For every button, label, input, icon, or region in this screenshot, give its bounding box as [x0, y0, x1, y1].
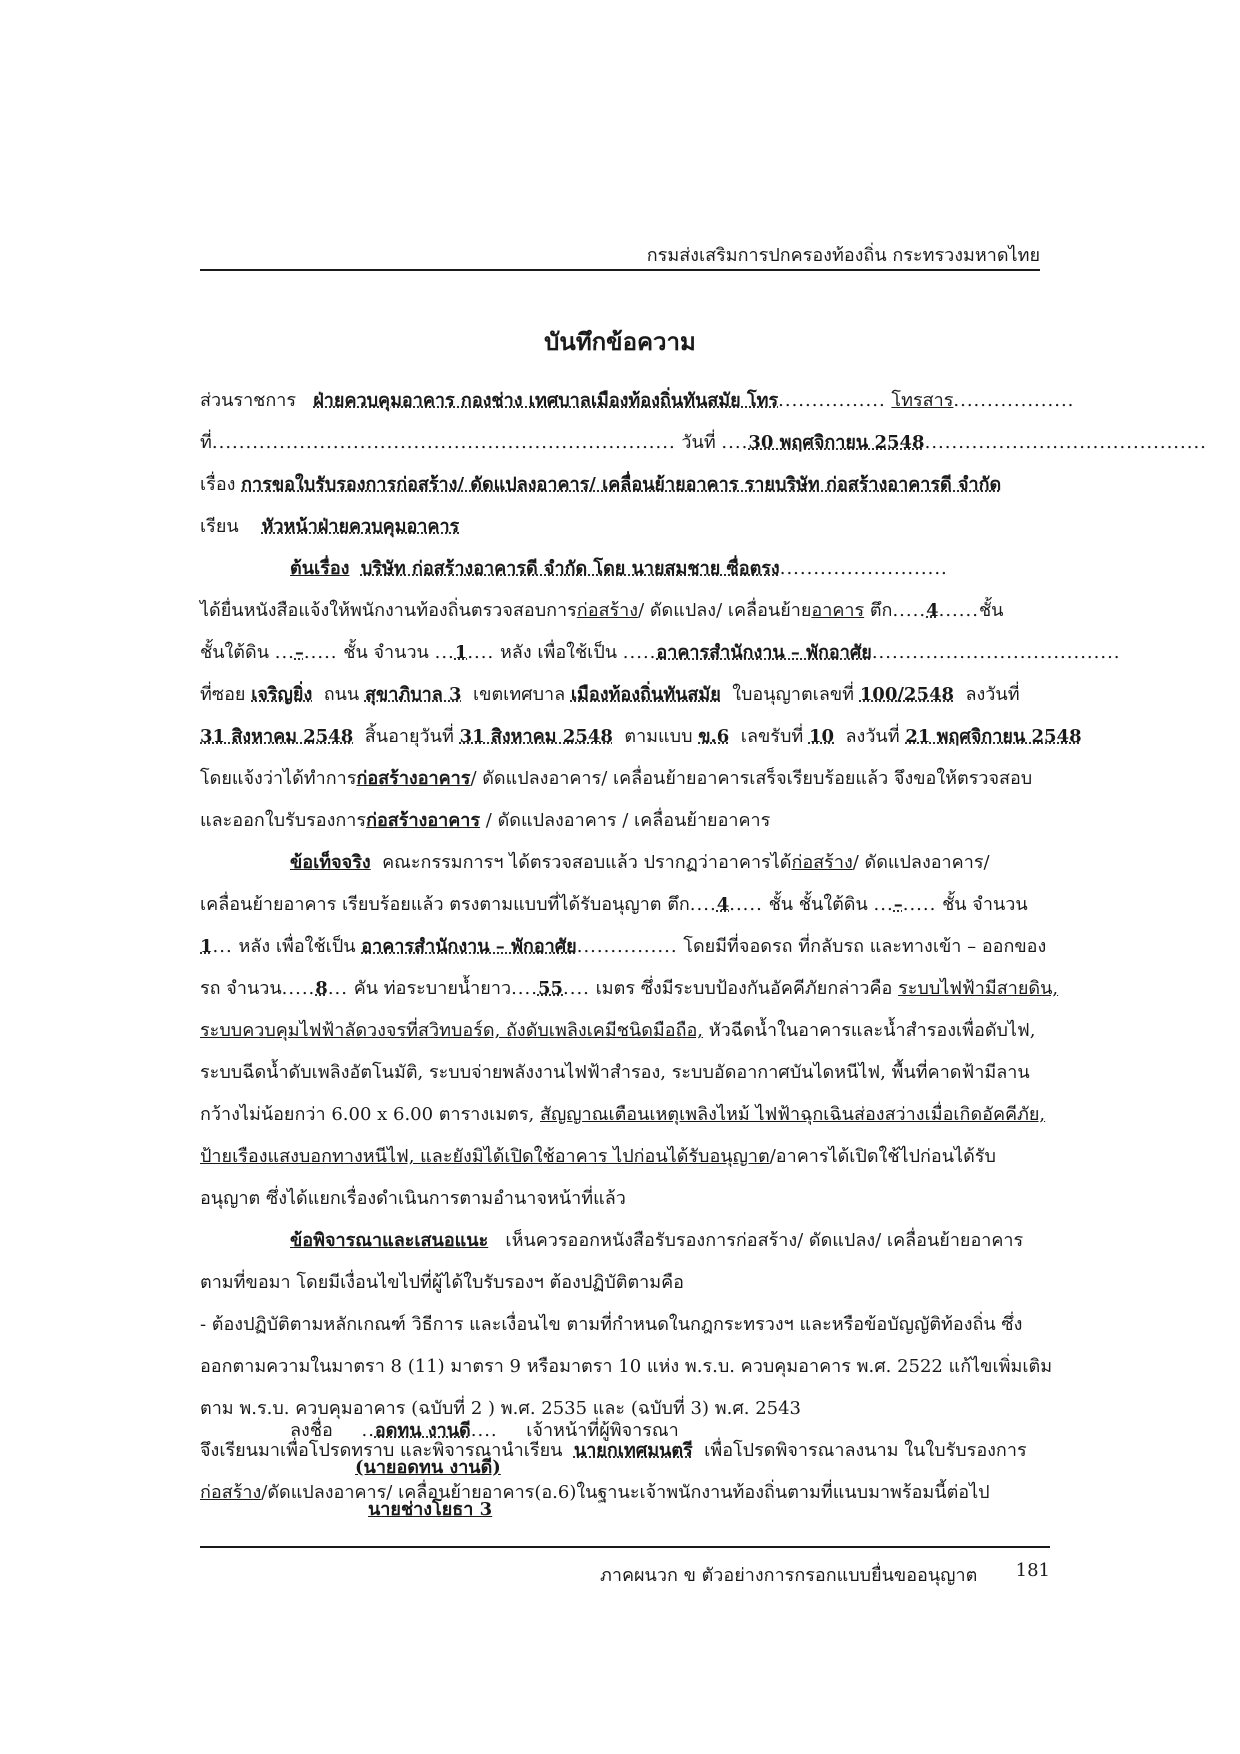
origin-text: ใบอนุญาตเลขที่ — [732, 684, 855, 705]
facts-line-8 — [200, 1136, 1050, 1178]
footer-rule — [200, 1546, 1050, 1548]
agency-value: ฝ่ายควบคุมอาคาร กองช่าง เทศบาลเมืองท้องถิ่นทันสมัย โทร — [313, 390, 779, 411]
footer-text: ภาคผนวก ข ตัวอย่างการกรอกแบบยื่นขออนุญาต — [600, 1565, 978, 1586]
to-label: เรียน — [200, 516, 239, 537]
facts-text: ป้ายเรืองแสงบอกทางหนีไฟ, และยังมิได้เปิดใช้อาคาร ไปก่อนได้รับอนุญาต — [200, 1146, 770, 1167]
recommend-line-2 — [200, 1262, 1050, 1304]
signature-position: นายช่างโยธา 3 — [368, 1499, 493, 1520]
origin-line-3: ชั้นใต้ดิน ...–..... ชั้น จำนวน ...1.... หลัง เพื่อใช้เป็น .....อาคารสำนักงาน – พักอาศัย..................................... — [200, 642, 1121, 663]
facts-text: หัวฉีดน้ำในอาคารและน้ำสำรองเพื่อดับไฟ, — [703, 1020, 1036, 1041]
agency-label: ส่วนราชการ — [200, 390, 297, 411]
origin-text: ก่อสร้างอาคาร — [366, 810, 481, 831]
origin-text: ชั้น จำนวน — [343, 642, 429, 663]
facts-parking: 8 — [315, 978, 328, 999]
facts-line-1 — [200, 842, 1050, 884]
fax-label: โทรสาร — [891, 390, 954, 411]
facts-text: ระบบไฟฟ้ามีสายดิน, — [898, 978, 1059, 999]
origin-line-2: ได้ยื่นหนังสือแจ้งให้พนักงานท้องถิ่นตรวจสอบการก่อสร้าง/ ดัดแปลง/ เคลื่อนย้ายอาคาร ตึก.....4......ชั้น — [200, 600, 1004, 621]
facts-text: อนุญาต ซึ่งได้แยกเรื่องดำเนินการตามอำนาจหน้าที่แล้ว — [200, 1188, 626, 1209]
origin-text: โดยแจ้งว่าได้ทำการ — [200, 768, 357, 789]
origin-text: ตึก — [864, 600, 893, 621]
signature-name: (นายอดทน งานดี) — [355, 1457, 501, 1478]
origin-text: ชั้นใต้ดิน — [200, 642, 269, 663]
to-value: หัวหน้าฝ่ายควบคุมอาคาร — [261, 516, 460, 537]
subject-row — [200, 464, 1050, 506]
facts-text: ชั้น ชั้นใต้ดิน — [768, 894, 868, 915]
facts-line-2: เคลื่อนย้ายอาคาร เรียบร้อยแล้ว ตรงตามแบบที่ได้รับอนุญาต ตึก....4..... ชั้น ชั้นใต้ดิน ...–..... ชั้น จำนวน — [200, 894, 1028, 915]
origin-text: และออกใบรับรองการ — [200, 810, 367, 831]
origin-text: ตามแบบ — [624, 726, 693, 747]
facts-heading: ข้อเท็จจริง — [290, 852, 371, 873]
facts-floors: 4 — [716, 894, 730, 915]
to-row — [200, 506, 1050, 548]
origin-text: เขตเทศบาล — [473, 684, 566, 705]
facts-line-6 — [200, 1052, 1050, 1094]
origin-form: ข.6 — [698, 726, 730, 747]
page-title: บันทึกข้อความ — [544, 327, 696, 356]
facts-basement: – — [893, 894, 903, 915]
facts-text: เมตร ซึ่งมีระบบป้องกันอัคคีภัยกล่าวคือ — [595, 978, 893, 999]
recommend-text: ตามที่ขอมา โดยมีเงื่อนไขไปที่ผู้ได้ใบรับรองฯ ต้องปฏิบัติตามคือ — [200, 1272, 684, 1293]
recommend-text: จึงเรียนมาเพื่อโปรดทราบ และพิจารณานำเรียน — [200, 1440, 563, 1461]
signature-label: ลงชื่อ — [290, 1420, 333, 1441]
origin-floors: 4 — [926, 600, 939, 621]
facts-drain: 55 — [537, 978, 564, 999]
facts-text: คณะกรรมการฯ ได้ตรวจสอบแล้ว ปรากฏว่าอาคารได้ — [382, 852, 792, 873]
origin-municipality: เมืองท้องถิ่นทันสมัย — [570, 684, 721, 705]
origin-text: ชั้น — [978, 600, 1004, 621]
facts-line-9 — [200, 1178, 1050, 1220]
agency-row: ส่วนราชการ ฝ่ายควบคุมอาคาร กองช่าง เทศบาลเมืองท้องถิ่นทันสมัย โทร................ โทรสาร.................. — [200, 390, 1075, 411]
recommend-text: ออกตามความในมาตรา 8 (11) มาตรา 9 หรือมาตรา 10 แห่ง พ.ร.บ. ควบคุมอาคาร พ.ศ. 2522 แก้ไขเพิ่มเติม — [200, 1356, 1053, 1377]
recommend-text: ตาม พ.ร.บ. ควบคุมอาคาร (ฉบับที่ 2 ) พ.ศ. 2535 และ (ฉบับที่ 3) พ.ศ. 2543 — [200, 1398, 801, 1419]
recommend-line-7 — [200, 1472, 1050, 1514]
origin-permit-date: 31 สิงหาคม 2548 — [200, 726, 354, 747]
origin-text: ก่อสร้าง — [576, 600, 639, 621]
origin-text: ที่ซอย — [200, 684, 246, 705]
date-value: 30 พฤศจิกายน 2548 — [748, 432, 925, 453]
origin-text: หลัง เพื่อใช้เป็น — [499, 642, 618, 663]
recommend-text: - ต้องปฏิบัติตามหลักเกณฑ์ วิธีการ และเงื่อนไข ตามที่กำหนดในกฎกระทรวงฯ และหรือข้อบัญญัติท้องถิ่น ซึ่ง — [200, 1314, 1023, 1335]
recommend-text: เพื่อโปรดพิจารณาลงนาม ในใบรับรองการ — [704, 1440, 1027, 1461]
facts-line-3: 1... หลัง เพื่อใช้เป็น อาคารสำนักงาน – พักอาศัย............... โดยมีที่จอดรถ ที่กลับรถ และทางเข้า – ออกของ — [200, 936, 1047, 957]
recommend-line-3 — [200, 1304, 1050, 1346]
header-org: กรมส่งเสริมการปกครองท้องถิ่น กระทรวงมหาดไทย — [646, 245, 1040, 266]
origin-text: เลขรับที่ — [740, 726, 804, 747]
recommend-text: /ดัดแปลงอาคาร/ เคลื่อนย้ายอาคาร(อ.6)ในฐานะเจ้าพนักงานท้องถิ่นตามที่แนบมาพร้อมนี้ต่อไป — [261, 1482, 990, 1503]
ref-no-label: ที่ — [200, 432, 212, 453]
subject-label: เรื่อง — [200, 474, 236, 495]
date-label: วันที่ — [681, 432, 716, 453]
origin-text: อาคาร — [811, 600, 865, 621]
origin-line-4 — [200, 674, 1050, 716]
facts-text: คัน ท่อระบายน้ำยาว — [353, 978, 512, 999]
facts-text: ชั้น จำนวน — [942, 894, 1028, 915]
header-rule — [200, 269, 1040, 271]
page-number: 181 — [1015, 1560, 1050, 1581]
recommend-mayor: นายกเทศมนตรี — [573, 1440, 693, 1461]
ref-row: ที่..................................................................... วันที่ ....30 พฤศจิกายน 2548.......................................... — [200, 432, 1207, 453]
origin-permit-no: 100/2548 — [859, 684, 955, 705]
facts-usage: อาคารสำนักงาน – พักอาศัย — [361, 936, 577, 957]
facts-line-7 — [200, 1094, 1050, 1136]
facts-line-4: รถ จำนวน.....8... คัน ท่อระบายน้ำยาว....55.... เมตร ซึ่งมีระบบป้องกันอัคคีภัยกล่าวคือ ระบบไฟฟ้ามีสายดิน, — [200, 978, 1059, 999]
origin-text: ได้ยื่นหนังสือแจ้งให้พนักงานท้องถิ่นตรวจสอบการ — [200, 600, 577, 621]
origin-text: ก่อสร้างอาคาร — [356, 768, 471, 789]
recommend-text: เห็นควรออกหนังสือรับรองการก่อสร้าง/ ดัดแปลง/ เคลื่อนย้ายอาคาร — [505, 1230, 1024, 1251]
facts-text: เคลื่อนย้ายอาคาร เรียบร้อยแล้ว ตรงตามแบบที่ได้รับอนุญาต ตึก — [200, 894, 690, 915]
facts-text: / ดัดแปลงอาคาร/ — [852, 852, 990, 873]
facts-count: 1 — [200, 936, 213, 957]
facts-text: ก่อสร้าง — [791, 852, 853, 873]
facts-text: /อาคารได้เปิดใช้ไปก่อนได้รับ — [769, 1146, 996, 1167]
facts-text: ระบบควบคุมไฟฟ้าลัดวงจรที่สวิทบอร์ด, ถังดับเพลิงเคมีชนิดมือถือ, — [200, 1020, 704, 1041]
origin-expiry: 31 สิงหาคม 2548 — [459, 726, 613, 747]
origin-receipt-date: 21 พฤศจิกายน 2548 — [905, 726, 1082, 747]
facts-text: โดยมีที่จอดรถ ที่กลับรถ และทางเข้า – ออกของ — [683, 936, 1047, 957]
origin-road: สุขาภิบาล 3 — [364, 684, 462, 705]
origin-count: 1 — [454, 642, 468, 663]
origin-text: ลงวันที่ — [965, 684, 1020, 705]
origin-line-7 — [200, 800, 1050, 842]
facts-text: หลัง เพื่อใช้เป็น — [238, 936, 356, 957]
origin-receipt-no: 10 — [808, 726, 835, 747]
origin-text: ถนน — [323, 684, 360, 705]
facts-text: สัญญาณเตือนเหตุเพลิงไหม้ ไฟฟ้าฉุกเฉินส่องสว่างเมื่อเกิดอัคคีภัย, — [539, 1104, 1046, 1125]
recommend-text: ก่อสร้าง — [200, 1482, 262, 1503]
origin-applicant: บริษัท ก่อสร้างอาคารดี จำกัด โดย นายสมชาย ซื่อตรง — [360, 558, 780, 579]
origin-usage: อาคารสำนักงาน – พักอาศัย — [656, 642, 872, 663]
signature-role: เจ้าหน้าที่ผู้พิจารณา — [526, 1420, 679, 1441]
recommend-line-4 — [200, 1346, 1053, 1388]
facts-line-5 — [200, 1010, 1050, 1052]
origin-text: ลงวันที่ — [845, 726, 900, 747]
origin-line-6 — [200, 758, 1050, 800]
origin-basement: – — [294, 642, 304, 663]
origin-text: สิ้นอายุวันที่ — [364, 726, 454, 747]
memo-body — [200, 380, 1207, 1514]
origin-soi: เจริญยิ่ง — [251, 684, 313, 705]
signature-sign: อดทน งานดี — [374, 1420, 471, 1441]
facts-text: กว้างไม่น้อยกว่า 6.00 x 6.00 ตารางเมตร, — [200, 1104, 540, 1125]
origin-text: / ดัดแปลง/ เคลื่อนย้าย — [638, 600, 812, 621]
facts-text: ระบบฉีดน้ำดับเพลิงอัตโนมัติ, ระบบจ่ายพลังงานไฟฟ้าสำรอง, ระบบอัดอากาศบันไดหนีไฟ, พื้นที่คาดฟ้ามีลาน — [200, 1062, 1030, 1083]
subject-value: การขอใบรับรองการก่อสร้าง/ ดัดแปลงอาคาร/ เคลื่อนย้ายอาคาร รายบริษัท ก่อสร้างอาคารดี จำกัด — [241, 474, 1002, 495]
recommend-line-1 — [200, 1220, 1050, 1262]
facts-text: รถ จำนวน — [200, 978, 282, 999]
origin-line-1: ต้นเรื่อง บริษัท ก่อสร้างอาคารดี จำกัด โดย นายสมชาย ซื่อตรง......................... — [290, 558, 948, 579]
recommend-heading: ข้อพิจารณาและเสนอแนะ — [290, 1230, 489, 1251]
origin-text: / ดัดแปลงอาคาร/ เคลื่อนย้ายอาคารเสร็จเรียบร้อยแล้ว จึงขอให้ตรวจสอบ — [470, 768, 1033, 789]
origin-line-5 — [200, 716, 1082, 758]
origin-text: / ดัดแปลงอาคาร / เคลื่อนย้ายอาคาร — [480, 810, 771, 831]
signature-line: ลงชื่อ ..อดทน งานดี.... เจ้าหน้าที่ผู้พิจารณา — [290, 1420, 679, 1441]
origin-heading: ต้นเรื่อง — [290, 558, 350, 579]
